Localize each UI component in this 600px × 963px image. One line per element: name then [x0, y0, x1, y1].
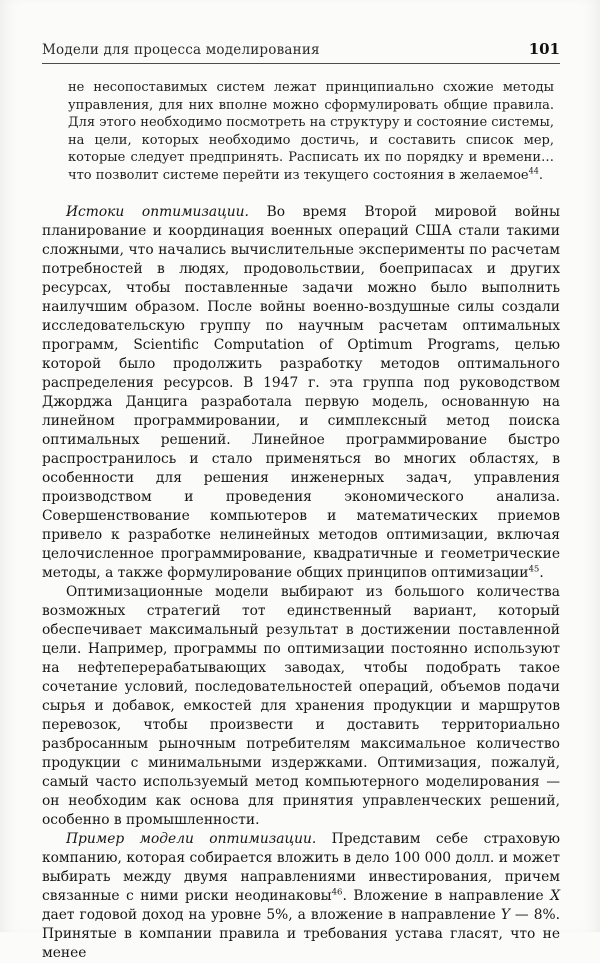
page-header	[42, 40, 560, 64]
paragraph-text: Оптимизационные модели выбирают из большого количества возможных стратегий тот единственный вариант, который обеспечивает максимальный результат в достижении поставленной цели. Например, программы по оптимизации постоянно используют на нефтеперерабатывающих заводах, чтобы подобрать такое сочетание условий, последовательностей операций, объемов подачи сырья и добавок, емкостей для хранения продукции и маршрутов перевозок, чтобы произвести и доставить территориально разбросанным рыночным потребителям максимальное количество продукции с минимальными издержками. Оптимизация, пожалуй, самый часто используемый метод компьютерного моделирования — он необходим как основа для принятия управленческих решений, особенно в промышленности.	[42, 583, 560, 828]
variable-x: X	[550, 887, 561, 904]
quote-text: не несопоставимых систем лежат принципиально схожие методы управления, для них вполне можно сформулировать общие правила. Для этого необходимо посмотреть на структуру и состояние системы, на цели, которых необходимо достичь, и составить список мер, которые следует предпринять. Расписать их по порядку и времени… что позволит системе перейти из текущего состояния в желаемое	[68, 80, 554, 183]
paragraph-text: Во время Второй мировой войны планирование и координация военных операций США стали такими сложными, что начались вычислительные эксперименты по расчетам потребностей в людях, продовольствии, боеприпасах и других ресурсах, чтобы поставленные задачи можно было выполнить наилучшим образом. После войны военно-воздушные силы создали исследовательскую группу по научным расчетам оптимальных программ, Scientific Computation of Optimum Programs, целью которой было продолжить разработку методов оптимального распределения ресурсов. В 1947 г. эта группа под руководством Джорджа Данцига разработала первую модель, основанную на линейном программировании, и симплексный метод поиска оптимальных решений. Линейное программирование быстро распространилось и стало применяться во многих областях, в особенности для решения инженерных задач, управления производством и проведения экономического анализа. Совершенствование компьютеров и математических приемов привело к разработке нелинейных методов оптимизации, включая целочисленное программирование, квадратичные и геометрические методы, а также формулирование общих принципов оптимизации	[42, 203, 560, 581]
paragraph-optimization-example	[42, 830, 560, 963]
paragraph-text: Представим себе страховую компанию, которая собирается вложить в дело 100 000 долл. и может выбирать между двумя направлениями инвестирования, причем связанные с ними риски неодинаковы	[42, 830, 560, 904]
variable-y: Y	[500, 906, 510, 923]
paragraph-period: .	[539, 564, 544, 581]
paragraph-optimization-origins	[42, 203, 560, 583]
paragraph-text: — 8%. Принятые в компании правила и требования устава гласят, что не менее	[42, 906, 561, 961]
paragraph-lead-italic: Истоки оптимизации.	[66, 203, 249, 220]
block-quote	[68, 79, 554, 185]
paragraph-optimization-models	[42, 583, 560, 830]
paragraph-text: дает годовой доход на уровне 5%, а вложение в направление	[42, 906, 501, 923]
quote-period: .	[538, 167, 543, 183]
page-number: 101	[528, 40, 560, 58]
footnote-ref-45: 45	[528, 563, 540, 574]
footnote-ref-44: 44	[528, 166, 539, 176]
running-title: Модели для процесса моделирования	[42, 42, 320, 58]
paragraph-lead-italic: Пример модели оптимизации.	[66, 830, 317, 847]
paragraph-text: . Вложение в направление	[342, 887, 551, 904]
footnote-ref-46: 46	[331, 886, 343, 897]
